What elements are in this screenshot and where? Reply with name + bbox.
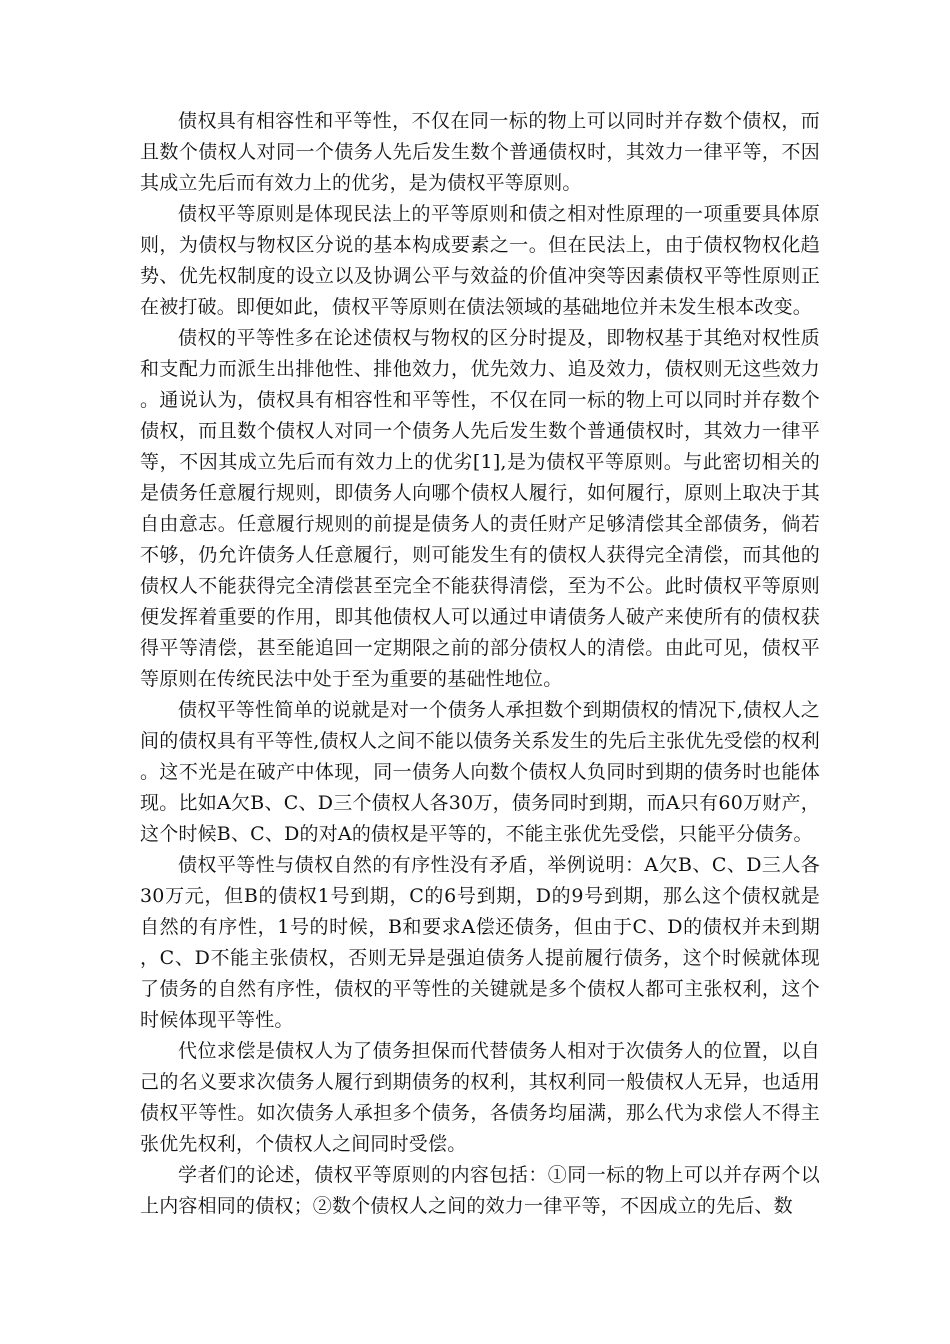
paragraph-3: 债权的平等性多在论述债权与物权的区分时提及，即物权基于其绝对权性质和支配力而派生出排他性、排他效力，优先效力、追及效力，债权则无这些效力。通说认为，债权具有相容性和平等性，不仅在同一标的物上可以同时并存数个债权，而且数个债权人对同一个债务人先后发生数个普通债权时，其效力一律平等，不因其成立先后而有效力上的优劣[1],是为债权平等原则。与此密切相关的是债务任意履行规则，即债务人向哪个债权人履行，如何履行，原则上取决于其自由意志。任意履行规则的前提是债务人的责任财产足够清偿其全部债务，倘若不够，仍允许债务人任意履行，则可能发生有的债权人获得完全清偿，而其他的债权人不能获得完全清偿甚至完全不能获得清偿，至为不公。此时债权平等原则便发挥着重要的作用，即其他债权人可以通过申请债务人破产来使所有的债权获得平等清偿，甚至能追回一定期限之前的部分债权人的清偿。由此可见，债权平等原则在传统民法中处于至为重要的基础性地位。 — [140, 327, 820, 690]
paragraph-1: 债权具有相容性和平等性，不仅在同一标的物上可以同时并存数个债权，而且数个债权人对同一个债务人先后发生数个普通债权时，其效力一律平等，不因其成立先后而有效力上的优劣，是为债权平等原则。 — [140, 110, 820, 194]
paragraph-5: 债权平等性与债权自然的有序性没有矛盾，举例说明：A欠B、C、D三人各30万元，但B的债权1号到期，C的6号到期，D的9号到期，那么这个债权就是自然的有序性，1号的时候，B和要求A偿还债务，但由于C、D的债权并未到期，C、D不能主张债权，否则无异是强迫债务人提前履行债务，这个时候就体现了债务的自然有序性，债权的平等性的关键就是多个债权人都可主张权利，这个时候体现平等性。 — [140, 854, 820, 1031]
paragraph-7: 学者们的论述，债权平等原则的内容包括：①同一标的物上可以并存两个以上内容相同的债权；②数个债权人之间的效力一律平等，不因成立的先后、数 — [140, 1164, 820, 1217]
document-body — [140, 106, 820, 1222]
paragraph-4: 债权平等性简单的说就是对一个债务人承担数个到期债权的情况下,债权人之间的债权具有平等性,债权人之间不能以债务关系发生的先后主张优先受偿的权利。这不光是在破产中体现，同一债务人向数个债权人负同时到期的债务时也能体现。比如A欠B、C、D三个债权人各30万，债务同时到期，而A只有60万财产，这个时候B、C、D的对A的债权是平等的，不能主张优先受偿，只能平分债务。 — [140, 699, 820, 845]
paragraph-6: 代位求偿是债权人为了债务担保而代替债务人相对于次债务人的位置，以自己的名义要求次债务人履行到期债务的权利，其权利同一般债权人无异，也适用债权平等性。如次债务人承担多个债务，各债务均届满，那么代为求偿人不得主张优先权利，个债权人之间同时受偿。 — [140, 1040, 820, 1155]
paragraph-2: 债权平等原则是体现民法上的平等原则和债之相对性原理的一项重要具体原则，为债权与物权区分说的基本构成要素之一。但在民法上，由于债权物权化趋势、优先权制度的设立以及协调公平与效益的价值冲突等因素债权平等性原则正在被打破。即便如此，债权平等原则在债法领域的基础地位并未发生根本改变。 — [140, 203, 820, 318]
